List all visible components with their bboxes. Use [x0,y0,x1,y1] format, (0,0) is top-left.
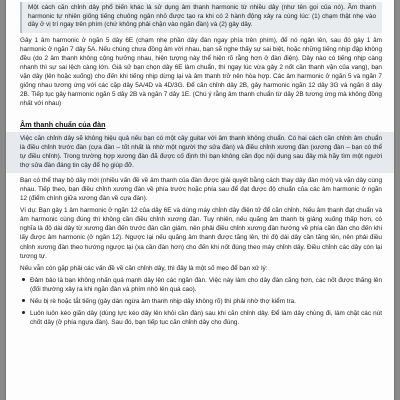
tips-list [20,276,382,327]
highlight-band [6,132,394,173]
bullet-icon [22,311,25,314]
intonation-paragraph: Bạn có thể thay bộ dây mới (nhiều vấn đề về âm thanh của đàn được giải quyết bằng cách thay dây đàn mới) và vặn dây cùng nhau. Tiếp theo, bạn điều chỉnh xương đàn về phía trước hoặc phía sau để đạt được độ chuẩn của các âm harmonic ở ngăn 12 (điểm chính giữa xương đàn về cựa đàn). [20,176,382,203]
callout-box [20,2,382,33]
intro-paragraph: Việc căn chỉnh dây sẽ không hiệu quả nếu bạn có một cây guitar với âm thanh không chuẩn. Có hai cách căn chỉnh âm chuẩn là điều chỉnh trước đàn (cựa đàn – tốt nhất là nhờ một người thợ sửa đàn) và điều chỉnh xương đàn (xương đàn – bạn có thể tự điều chỉnh). Trong trường hợp xương đàn đã được cố định thì bạn không cần đọc nội dung sau đây mà hãy tìm một người thợ sửa đàn đáng tin cậy để họ giúp đỡ. [20,134,382,169]
harmonic-tuning-paragraph: Gảy 1 âm harmonic ở ngăn 5 dây 6E (chạm nhẹ phần dây đàn ngay phía trên phím), để nó ngân lên, sau đó gảy 1 âm harmonic ở ngăn 7 dây 5A. Nếu chúng chưa đồng âm với nhau, bạn sẽ nghe thấy sự sai biệt, hoặc những tiếng nhịp đập không đều (do 2 âm thanh không cộng hưởng nhau, hiện tượng này thể hiện rõ rằng hơn ở đàn điện). Dây nào có tiếng nhịp càng nhanh thì sự sai lệch càng lớn. Giả sử bạn chọn dây 6E làm chuẩn, thì ngay lúc vừa gảy 2 nốt cần thanh vặn của vang), bạn vặn dây (lên hoặc xuống) cho đến khi tiếng nhịp dừng lại và âm thanh trở nên hòa hợp. Các âm harmonic ở ngăn 5 và ngăn 7 giống nhau tương ứng với các cặp dây 5A/4D và 4D/3G. Để căn chỉnh dây 2B, gảy harmonic ngăn 12 dây 3G và ngăn 8 dây 2B. Tiếp tục gảy harmonic ngăn 5 dây 2B và ngăn 7 dây 1E. (Chú ý rằng âm thanh chuẩn từ dây 2B tương ứng mà không đồng nhất với nhau) [20,36,382,108]
bullet-icon [22,278,25,281]
example-paragraph: Ví dụ: Bạn gảy 1 âm harmonic ở ngăn 12 của dây 6E và dùng máy chỉnh dây điện tử để căn chỉnh. Nếu âm thanh đạt chuẩn và âm harmonic cùng đúng thì không cần điều chỉnh xương đàn. Tuy nhiên, nếu quãng âm thanh bị giảng xuống thấp hơn, có nghĩa là độ dài dây từ xương đàn đến trước đàn cần giảm, nên phải điều chỉnh xương đàn hướng về phía cần đàn cho đến khi lấy được âm harmonic (ở ngăn 12). Ngược lại nếu quãng âm thanh được tăng lên, thì độ dài dây cần tăng lên, nên phải điều chỉnh xương đàn theo hướng ngược lại (xa cần đàn hơn) cho đến khi nốt đúng theo máy chỉnh dây. Điều chỉnh các dây còn lại tương tự. [20,207,382,260]
list-item: Nếu bị rè hoặc tắt tiếng (gảy dàn ngừa âm thanh nhịp dây không rõ) thì phải nhờ thợ kiểm tra. [20,297,382,306]
section-heading: Âm thanh chuẩn của đàn [20,119,106,129]
page-content [20,2,382,330]
book-page [6,0,394,400]
tips-intro: Nếu vẫn còn gặp phải các vấn đề về căn chỉnh dây, thì đây là một số mẹo để bạn xử lý: [20,264,268,272]
list-item: Đảm bảo là bạn không nhấn quá mạnh dây lên các ngăn đàn. Việc này làm cho dây đàn căng hơn, các nốt được thăng lên (đối thường xảy ra khi ngăn đàn và phím nhô lên quá cao). [20,276,382,294]
callout-text: Một cách căn chỉnh dây phổ biến khác là sử dụng âm thanh harmonic từ nhiều dây (như tên gọi của nó). Âm thanh harmonic tự nhiên giống tiếng chuông ngân nhỏ được tạo ra khi có 2 hành động xảy ra cùng lúc: (1) chạm thật nhẹ vào dây ở vị trí ngay trên phím (chứ không phải chặn vào ngăn đàn) và (2) gảy dây. [28,4,376,29]
bullet-icon [22,299,25,302]
list-item: Luôn luôn kéo giãn dây (dùng lực kéo dây lên khỏi cần đàn) sau khi căn chỉnh dây. Để làm dây chùng đi, làm chặt các nút chốt dây (ở phía ngựa đàn). Sau đó, bạn tiếp tục căn chỉnh dây cho đúng. [20,309,382,327]
